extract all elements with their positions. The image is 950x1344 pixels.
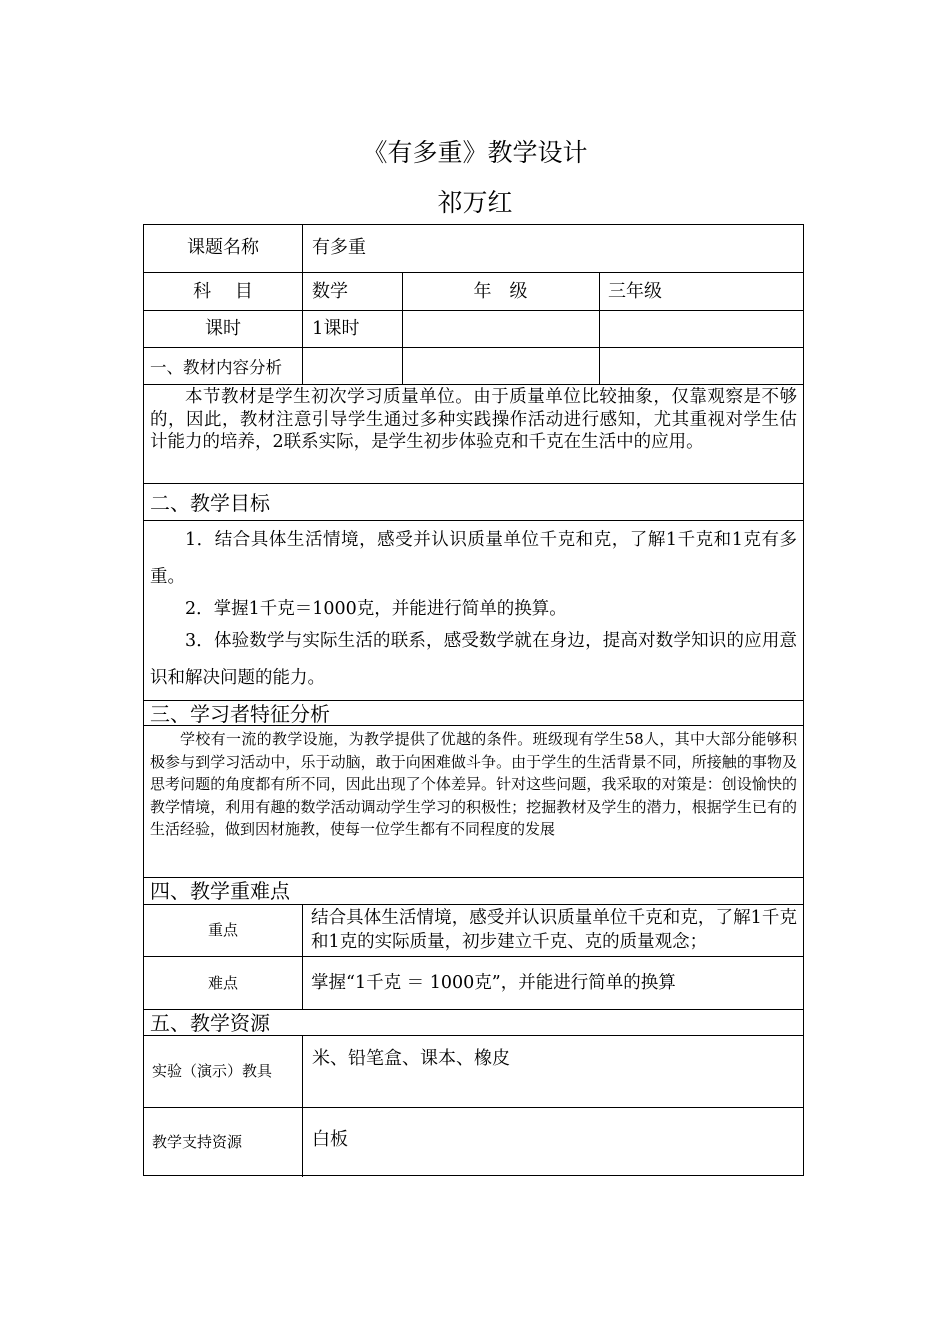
- section-heading-material: 一、教材内容分析: [150, 358, 282, 377]
- key-point-label: 重点: [207, 921, 238, 939]
- column-divider: [302, 1035, 303, 1177]
- row-divider: [144, 700, 803, 701]
- grade-value: 三年级: [608, 281, 662, 302]
- lesson-plan-table: [143, 224, 804, 1176]
- tools-text: 米、铅笔盒、课本、橡皮: [312, 1048, 510, 1069]
- row-divider: [144, 1035, 803, 1036]
- row-divider: [144, 877, 803, 878]
- tools-label: 实验（演示）教具: [152, 1062, 273, 1080]
- section-heading-resources: 五、教学资源: [150, 1011, 270, 1035]
- row-divider: [144, 956, 803, 957]
- support-label: 教学支持资源: [152, 1133, 243, 1151]
- row-divider: [144, 272, 803, 273]
- goal-item: 3．体验数学与实际生活的联系，感受数学就在身边，提高对数学知识的应用意识和解决问题的能力。: [150, 631, 797, 688]
- goal-item: 1．结合具体生活情境，感受并认识质量单位千克和克，了解1千克和1克有多重。: [150, 530, 797, 587]
- goal-item: 2．掌握1千克＝1000克，并能进行简单的换算。: [185, 599, 567, 619]
- material-analysis-text: 本节教材是学生初次学习质量单位。由于质量单位比较抽象，仅靠观察是不够的，因此，教材注意引导学生通过多种实践操作活动进行感知，尤其重视对学生估计能力的培养，2联系实际，是学生初步体验克和千克在生活中的应用。: [150, 387, 797, 453]
- learner-analysis-text: 学校有一流的教学设施，为教学提供了优越的条件。班级现有学生58人，其中大部分能够积极参与到学习活动中，乐于动脑，敢于向困难做斗争。由于学生的生活背景不同，所接触的事物及思考问题的角度都有所不同，因此出现了个体差异。针对这些问题，我采取的对策是：创设愉快的教学情境，利用有趣的数学活动调动学生学习的积极性；挖掘教材及学生的潜力，根据学生已有的生活经验，做到因材施教，使每一位学生都有不同程度的发展: [150, 730, 797, 838]
- column-divider: [302, 904, 303, 1009]
- section-heading-goals: 二、教学目标: [150, 491, 270, 515]
- section-heading-learners: 三、学习者特征分析: [150, 702, 330, 726]
- row-divider: [144, 483, 803, 484]
- key-point-text: 结合具体生活情境，感受并认识质量单位千克和克，了解1千克和1克的实际质量，初步建立千克、克的质量观念；: [311, 908, 797, 952]
- support-text: 白板: [312, 1129, 348, 1150]
- column-divider: [599, 272, 600, 384]
- row-divider: [144, 384, 803, 385]
- column-divider: [302, 225, 303, 384]
- row-divider: [144, 904, 803, 905]
- period-label: 课时: [205, 318, 241, 339]
- row-divider: [144, 1009, 803, 1010]
- subject-label: 科 目: [193, 281, 253, 302]
- row-divider: [144, 310, 803, 311]
- topic-value: 有多重: [312, 237, 366, 258]
- topic-label: 课题名称: [187, 237, 259, 258]
- document-author: 祁万红: [437, 188, 513, 217]
- row-divider: [144, 347, 803, 348]
- difficulty-label: 难点: [207, 974, 238, 992]
- grade-label: 年 级: [473, 281, 528, 302]
- section-heading-key-points: 四、教学重难点: [150, 879, 290, 903]
- row-divider: [144, 520, 803, 521]
- document-title: 《有多重》教学设计: [362, 138, 588, 167]
- difficulty-text: 掌握“1千克 ＝ 1000克”，并能进行简单的换算: [311, 973, 676, 993]
- period-value: 1课时: [312, 318, 360, 339]
- row-divider: [144, 1107, 803, 1108]
- subject-value: 数学: [312, 281, 348, 302]
